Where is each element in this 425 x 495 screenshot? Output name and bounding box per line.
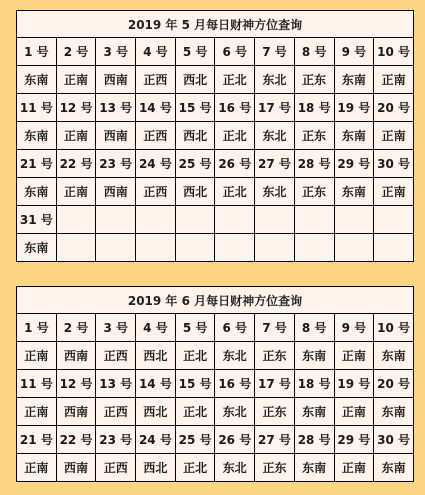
june-direction-cell: 东北: [215, 342, 255, 370]
may-empty-cell: [215, 234, 255, 262]
june-day-cell: 29 号: [334, 426, 374, 454]
may-day-cell: 23 号: [96, 150, 136, 178]
june-direction-cell: 东北: [215, 454, 255, 482]
may-day-cell: 15 号: [175, 94, 215, 122]
may-empty-cell: [255, 234, 295, 262]
may-day-cell: 19 号: [334, 94, 374, 122]
may-direction-cell: 正南: [56, 122, 96, 150]
may-day-cell: 24 号: [136, 150, 176, 178]
may-day-cell: 20 号: [374, 94, 414, 122]
may-empty-cell: [255, 206, 295, 234]
may-direction-cell: 东南: [17, 122, 57, 150]
may-day-cell: 12 号: [56, 94, 96, 122]
june-direction-cell: 东南: [294, 454, 334, 482]
june-direction-cell: 正南: [334, 342, 374, 370]
may-direction-cell: 正西: [136, 178, 176, 206]
june-direction-cell: 西北: [136, 342, 176, 370]
may-direction-row: [17, 178, 414, 206]
may-day-cell: 28 号: [294, 150, 334, 178]
june-day-cell: 3 号: [96, 314, 136, 342]
june-direction-row: [17, 398, 414, 426]
may-direction-cell: 东北: [255, 178, 295, 206]
may-day-cell: 18 号: [294, 94, 334, 122]
june-direction-row: [17, 342, 414, 370]
may-empty-cell: [56, 234, 96, 262]
june-day-cell: 5 号: [175, 314, 215, 342]
june-day-row: [17, 370, 414, 398]
june-direction-cell: 东南: [294, 398, 334, 426]
june-table-title: 2019 年 6 月每日财神方位查询: [17, 287, 414, 314]
may-empty-cell: [215, 206, 255, 234]
june-day-cell: 13 号: [96, 370, 136, 398]
may-direction-cell: 西南: [96, 178, 136, 206]
may-empty-cell: [374, 206, 414, 234]
may-direction-cell: 东北: [255, 122, 295, 150]
may-empty-cell: [175, 206, 215, 234]
may-day-cell: 11 号: [17, 94, 57, 122]
may-empty-cell: [294, 234, 334, 262]
may-day-row: [17, 206, 414, 234]
june-direction-cell: 正西: [96, 454, 136, 482]
may-day-cell: 13 号: [96, 94, 136, 122]
june-direction-cell: 西北: [136, 454, 176, 482]
may-empty-cell: [334, 206, 374, 234]
june-day-row: [17, 426, 414, 454]
may-day-cell: 27 号: [255, 150, 295, 178]
may-empty-cell: [334, 234, 374, 262]
may-wealth-direction-table: [16, 10, 414, 262]
may-day-cell: 22 号: [56, 150, 96, 178]
june-direction-cell: 正南: [17, 398, 57, 426]
may-direction-cell: 正南: [374, 122, 414, 150]
may-empty-cell: [294, 206, 334, 234]
may-day-cell: 21 号: [17, 150, 57, 178]
may-table-title: 2019 年 5 月每日财神方位查询: [17, 11, 414, 38]
june-direction-cell: 正东: [255, 398, 295, 426]
may-direction-row: [17, 234, 414, 262]
may-empty-cell: [96, 234, 136, 262]
may-direction-row: [17, 122, 414, 150]
may-direction-cell: 正东: [294, 178, 334, 206]
may-day-cell: 3 号: [96, 38, 136, 66]
may-day-cell: 29 号: [334, 150, 374, 178]
june-day-cell: 7 号: [255, 314, 295, 342]
may-direction-cell: 东南: [17, 66, 57, 94]
june-day-cell: 12 号: [56, 370, 96, 398]
june-direction-cell: 正北: [175, 342, 215, 370]
may-empty-cell: [136, 234, 176, 262]
may-day-cell: 10 号: [374, 38, 414, 66]
may-empty-cell: [175, 234, 215, 262]
may-day-row: [17, 150, 414, 178]
may-direction-cell: 正北: [215, 66, 255, 94]
june-day-cell: 28 号: [294, 426, 334, 454]
may-direction-cell: 西北: [175, 178, 215, 206]
may-day-cell: 16 号: [215, 94, 255, 122]
may-empty-cell: [136, 206, 176, 234]
june-direction-cell: 西南: [56, 454, 96, 482]
may-empty-cell: [56, 206, 96, 234]
may-direction-cell: 正南: [56, 66, 96, 94]
june-direction-cell: 正南: [334, 454, 374, 482]
may-direction-cell: 西南: [96, 122, 136, 150]
june-day-cell: 19 号: [334, 370, 374, 398]
may-empty-cell: [96, 206, 136, 234]
june-direction-cell: 西南: [56, 398, 96, 426]
may-direction-cell: 正南: [374, 66, 414, 94]
june-day-cell: 16 号: [215, 370, 255, 398]
june-direction-cell: 正东: [255, 454, 295, 482]
june-direction-cell: 西北: [136, 398, 176, 426]
june-day-row: [17, 314, 414, 342]
june-direction-cell: 正南: [334, 398, 374, 426]
may-direction-cell: 东南: [17, 234, 57, 262]
june-day-cell: 17 号: [255, 370, 295, 398]
may-direction-cell: 正东: [294, 122, 334, 150]
may-direction-cell: 正西: [136, 66, 176, 94]
june-direction-cell: 正西: [96, 342, 136, 370]
june-day-cell: 24 号: [136, 426, 176, 454]
may-day-cell: 4 号: [136, 38, 176, 66]
may-direction-cell: 正南: [374, 178, 414, 206]
may-day-cell: 31 号: [17, 206, 57, 234]
june-day-cell: 21 号: [17, 426, 57, 454]
may-day-cell: 7 号: [255, 38, 295, 66]
may-direction-cell: 西北: [175, 122, 215, 150]
may-direction-cell: 东南: [17, 178, 57, 206]
may-direction-cell: 正东: [294, 66, 334, 94]
may-day-cell: 8 号: [294, 38, 334, 66]
june-day-cell: 10 号: [374, 314, 414, 342]
may-direction-cell: 西南: [96, 66, 136, 94]
may-day-cell: 9 号: [334, 38, 374, 66]
may-day-cell: 1 号: [17, 38, 57, 66]
june-day-cell: 25 号: [175, 426, 215, 454]
may-direction-cell: 正西: [136, 122, 176, 150]
may-day-row: [17, 38, 414, 66]
june-day-cell: 23 号: [96, 426, 136, 454]
june-direction-cell: 东南: [294, 342, 334, 370]
june-day-cell: 6 号: [215, 314, 255, 342]
may-empty-cell: [374, 234, 414, 262]
may-direction-cell: 东北: [255, 66, 295, 94]
may-direction-cell: 西北: [175, 66, 215, 94]
may-day-cell: 17 号: [255, 94, 295, 122]
june-day-cell: 11 号: [17, 370, 57, 398]
may-day-row: [17, 94, 414, 122]
june-direction-cell: 东南: [374, 454, 414, 482]
june-direction-cell: 东南: [374, 398, 414, 426]
june-wealth-direction-table: [16, 286, 414, 482]
may-day-cell: 6 号: [215, 38, 255, 66]
june-direction-cell: 正北: [175, 454, 215, 482]
may-day-cell: 2 号: [56, 38, 96, 66]
june-day-cell: 1 号: [17, 314, 57, 342]
june-day-cell: 30 号: [374, 426, 414, 454]
may-direction-cell: 东南: [334, 66, 374, 94]
june-direction-cell: 东南: [374, 342, 414, 370]
june-direction-cell: 正西: [96, 398, 136, 426]
may-direction-row: [17, 66, 414, 94]
june-direction-cell: 东北: [215, 398, 255, 426]
may-direction-cell: 东南: [334, 122, 374, 150]
may-direction-cell: 正北: [215, 122, 255, 150]
june-direction-cell: 正南: [17, 342, 57, 370]
june-day-cell: 22 号: [56, 426, 96, 454]
june-day-cell: 18 号: [294, 370, 334, 398]
may-day-cell: 30 号: [374, 150, 414, 178]
may-day-cell: 5 号: [175, 38, 215, 66]
june-day-cell: 14 号: [136, 370, 176, 398]
june-day-cell: 8 号: [294, 314, 334, 342]
june-direction-cell: 正北: [175, 398, 215, 426]
june-day-cell: 9 号: [334, 314, 374, 342]
june-day-cell: 20 号: [374, 370, 414, 398]
may-direction-cell: 正南: [56, 178, 96, 206]
june-day-cell: 27 号: [255, 426, 295, 454]
june-direction-cell: 正东: [255, 342, 295, 370]
june-direction-cell: 西南: [56, 342, 96, 370]
june-day-cell: 4 号: [136, 314, 176, 342]
june-day-cell: 15 号: [175, 370, 215, 398]
may-day-cell: 26 号: [215, 150, 255, 178]
june-direction-row: [17, 454, 414, 482]
may-day-cell: 25 号: [175, 150, 215, 178]
may-direction-cell: 东南: [334, 178, 374, 206]
june-day-cell: 26 号: [215, 426, 255, 454]
june-direction-cell: 正南: [17, 454, 57, 482]
may-direction-cell: 正北: [215, 178, 255, 206]
may-day-cell: 14 号: [136, 94, 176, 122]
june-day-cell: 2 号: [56, 314, 96, 342]
